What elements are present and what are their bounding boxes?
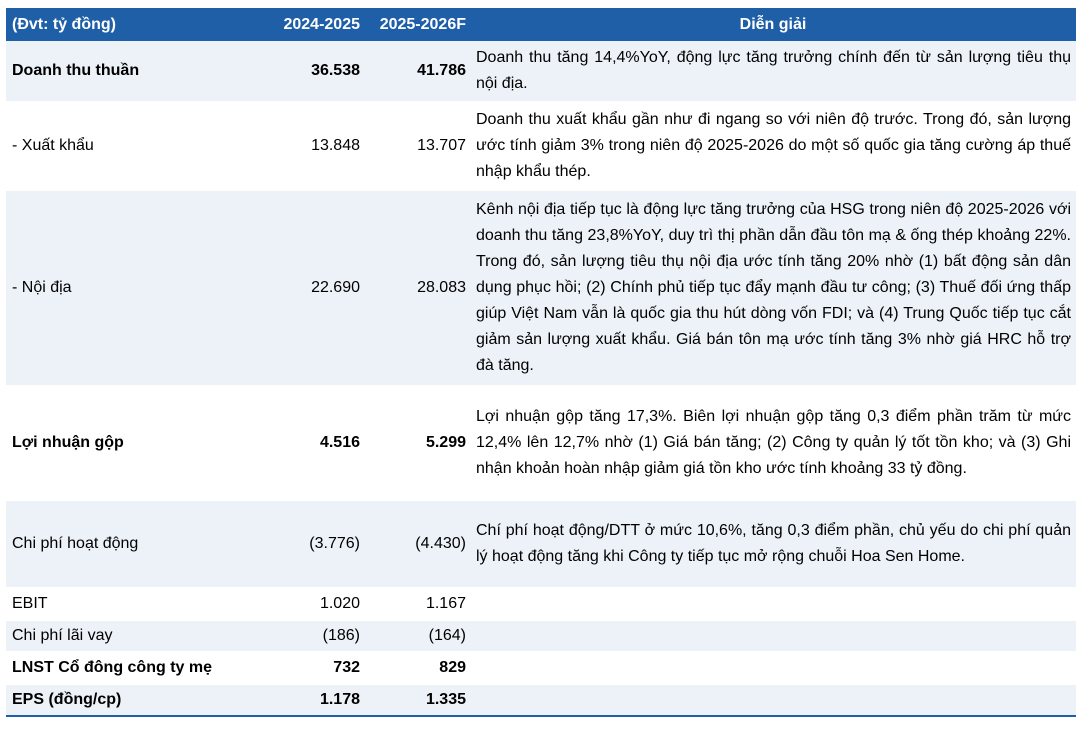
table-header: [6, 8, 1076, 41]
value-2025-2026f: 1.167: [364, 588, 470, 620]
value-2025-2026f: (4.430): [364, 500, 470, 588]
value-2024-2025: 1.178: [259, 684, 364, 716]
forecast-table: [6, 8, 1076, 717]
row-domestic: [6, 190, 1076, 386]
row-operating-expenses: [6, 500, 1076, 588]
row-explanation: [470, 588, 1076, 620]
row-explanation: Chí phí hoạt động/DTT ở mức 10,6%, tăng 0,3 điểm phần, chủ yếu do chi phí quản lý hoạt động tăng khi Công ty tiếp tục mở rộng chuỗi Hoa Sen Home.: [470, 500, 1076, 588]
value-2024-2025: 732: [259, 652, 364, 684]
row-label: LNST Cổ đông công ty mẹ: [6, 652, 259, 684]
header-row: [6, 8, 1076, 41]
row-label: EBIT: [6, 588, 259, 620]
value-2024-2025: 13.848: [259, 102, 364, 190]
row-explanation: Doanh thu xuất khẩu gần như đi ngang so với niên độ trước. Trong đó, sản lượng ước tính giảm 3% trong niên độ 2025-2026 do một số quốc gia tăng cường áp thuế nhập khẩu thép.: [470, 102, 1076, 190]
row-explanation: Lợi nhuận gộp tăng 17,3%. Biên lợi nhuận gộp tăng 0,3 điểm phần trăm từ mức 12,4% lên 12,7% nhờ (1) Giá bán tăng; (2) Công ty quản lý tốt tồn kho; và (3) Ghi nhận khoản hoàn nhập giảm giá tồn kho ước tính khoảng 33 tỷ đồng.: [470, 386, 1076, 500]
header-2024-2025: 2024-2025: [259, 8, 364, 41]
row-label: - Nội địa: [6, 190, 259, 386]
value-2024-2025: 36.538: [259, 41, 364, 102]
row-interest-expense: [6, 620, 1076, 652]
value-2024-2025: 1.020: [259, 588, 364, 620]
value-2025-2026f: 28.083: [364, 190, 470, 386]
table-body: [6, 41, 1076, 716]
forecast-table-container: [6, 8, 1076, 717]
value-2024-2025: (186): [259, 620, 364, 652]
value-2025-2026f: 5.299: [364, 386, 470, 500]
row-label: Chi phí lãi vay: [6, 620, 259, 652]
value-2025-2026f: 1.335: [364, 684, 470, 716]
header-2025-2026f: 2025-2026F: [364, 8, 470, 41]
row-npat-parent: [6, 652, 1076, 684]
row-label: Chi phí hoạt động: [6, 500, 259, 588]
row-net-revenue: [6, 41, 1076, 102]
row-eps: [6, 684, 1076, 716]
row-explanation: Doanh thu tăng 14,4%YoY, động lực tăng trưởng chính đến từ sản lượng tiêu thụ nội địa.: [470, 41, 1076, 102]
value-2024-2025: 22.690: [259, 190, 364, 386]
header-explanation: Diễn giải: [470, 8, 1076, 41]
row-label: - Xuất khẩu: [6, 102, 259, 190]
row-explanation: [470, 684, 1076, 716]
value-2025-2026f: (164): [364, 620, 470, 652]
header-unit: (Đvt: tỷ đồng): [6, 8, 259, 41]
row-ebit: [6, 588, 1076, 620]
value-2025-2026f: 41.786: [364, 41, 470, 102]
row-explanation: Kênh nội địa tiếp tục là động lực tăng trưởng của HSG trong niên độ 2025-2026 với doanh thu tăng 23,8%YoY, duy trì thị phần dẫn đầu tôn mạ & ống thép khoảng 22%. Trong đó, sản lượng tiêu thụ nội địa ước tính tăng 20% nhờ (1) bất động sản dân dụng phục hồi; (2) Chính phủ tiếp tục đẩy mạnh đầu tư công; (3) Thuế đối ứng thấp giúp Việt Nam vẫn là quốc gia thu hút dòng vốn FDI; và (4) Trung Quốc tiếp tục cắt giảm sản lượng xuất khẩu. Giá bán tôn mạ ước tính tăng 3% nhờ giá HRC hỗ trợ đà tăng.: [470, 190, 1076, 386]
row-explanation: [470, 620, 1076, 652]
row-label: Lợi nhuận gộp: [6, 386, 259, 500]
row-label: EPS (đồng/cp): [6, 684, 259, 716]
value-2025-2026f: 13.707: [364, 102, 470, 190]
row-explanation: [470, 652, 1076, 684]
row-label: Doanh thu thuần: [6, 41, 259, 102]
value-2024-2025: 4.516: [259, 386, 364, 500]
row-export: [6, 102, 1076, 190]
value-2025-2026f: 829: [364, 652, 470, 684]
value-2024-2025: (3.776): [259, 500, 364, 588]
row-gross-profit: [6, 386, 1076, 500]
